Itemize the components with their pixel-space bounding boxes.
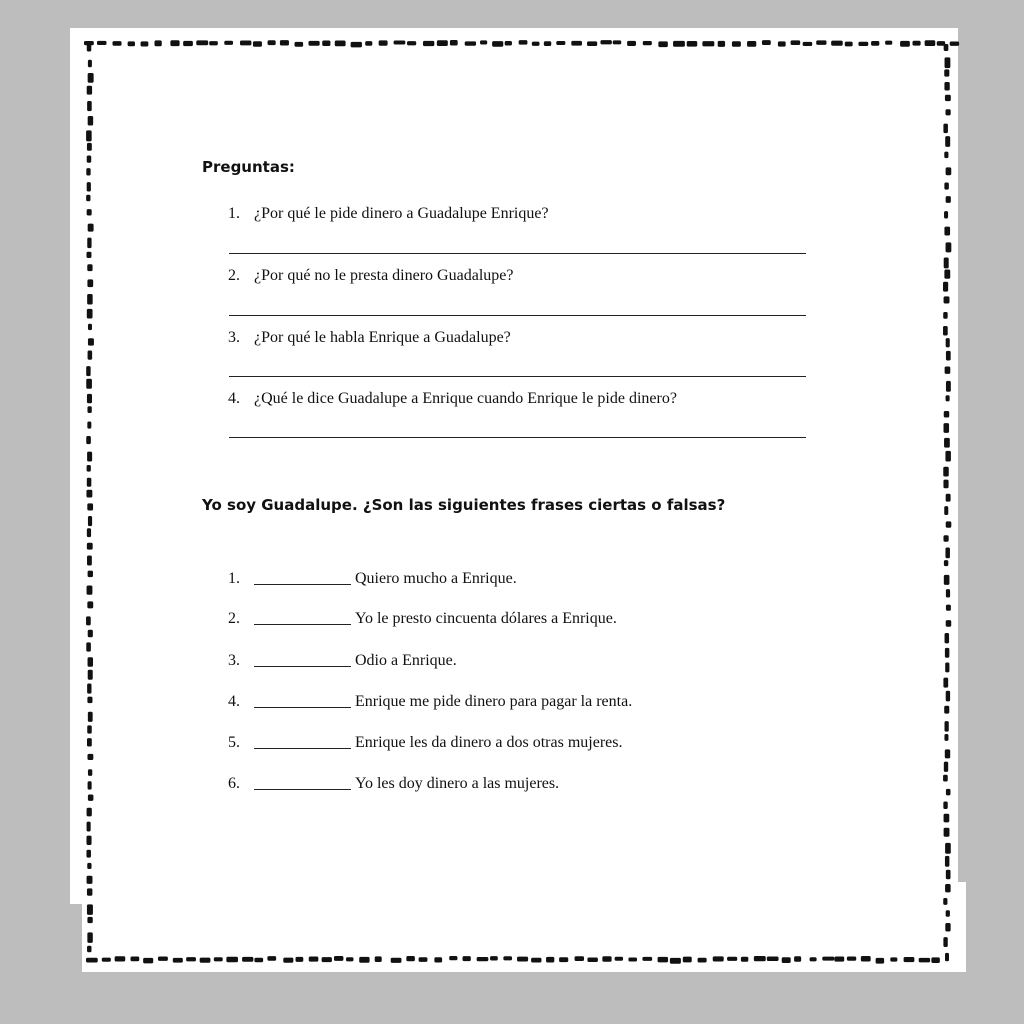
question-number: 1.: [228, 205, 240, 222]
statement-1: [228, 568, 517, 588]
answer-blank[interactable]: [254, 734, 351, 749]
question-text: ¿Por qué le pide dinero a Guadalupe Enrique?: [254, 205, 549, 222]
question-2: [228, 267, 513, 285]
answer-blank[interactable]: [254, 693, 351, 708]
question-number: 2.: [228, 267, 240, 284]
statement-number: 5.: [228, 734, 240, 751]
statement-number: 2.: [228, 610, 240, 627]
answer-blank[interactable]: [254, 610, 351, 625]
answer-line-3[interactable]: [229, 376, 806, 377]
worksheet-page-lower: [82, 882, 966, 972]
statement-number: 4.: [228, 693, 240, 710]
section-title-preguntas: Preguntas:: [202, 158, 295, 176]
statement-6: [228, 773, 559, 793]
statement-number: 1.: [228, 570, 240, 587]
question-1: [228, 205, 549, 223]
answer-line-4[interactable]: [229, 437, 806, 438]
question-text: ¿Por qué no le presta dinero Guadalupe?: [254, 267, 514, 284]
question-text: ¿Qué le dice Guadalupe a Enrique cuando Enrique le pide dinero?: [254, 390, 677, 407]
statement-text: Quiero mucho a Enrique.: [355, 570, 517, 587]
answer-blank[interactable]: [254, 570, 351, 585]
statement-text: Enrique me pide dinero para pagar la renta.: [355, 693, 633, 710]
statement-text: Odio a Enrique.: [355, 652, 457, 669]
statement-text: Yo les doy dinero a las mujeres.: [355, 775, 560, 792]
answer-blank[interactable]: [254, 775, 351, 790]
statement-4: [228, 691, 632, 711]
statement-number: 3.: [228, 652, 240, 669]
statement-3: [228, 650, 457, 670]
question-number: 3.: [228, 329, 240, 346]
question-text: ¿Por qué le habla Enrique a Guadalupe?: [254, 329, 511, 346]
statement-5: [228, 732, 622, 752]
question-number: 4.: [228, 390, 240, 407]
statement-text: Yo le presto cincuenta dólares a Enrique.: [355, 610, 617, 627]
answer-blank[interactable]: [254, 652, 351, 667]
section-title-true-false: Yo soy Guadalupe. ¿Son las siguientes frases ciertas o falsas?: [202, 496, 726, 514]
question-4: [228, 390, 677, 408]
statement-2: [228, 608, 617, 628]
answer-line-1[interactable]: [229, 253, 806, 254]
statement-text: Enrique les da dinero a dos otras mujeres.: [355, 734, 623, 751]
statement-number: 6.: [228, 775, 240, 792]
question-3: [228, 329, 511, 347]
answer-line-2[interactable]: [229, 315, 806, 316]
